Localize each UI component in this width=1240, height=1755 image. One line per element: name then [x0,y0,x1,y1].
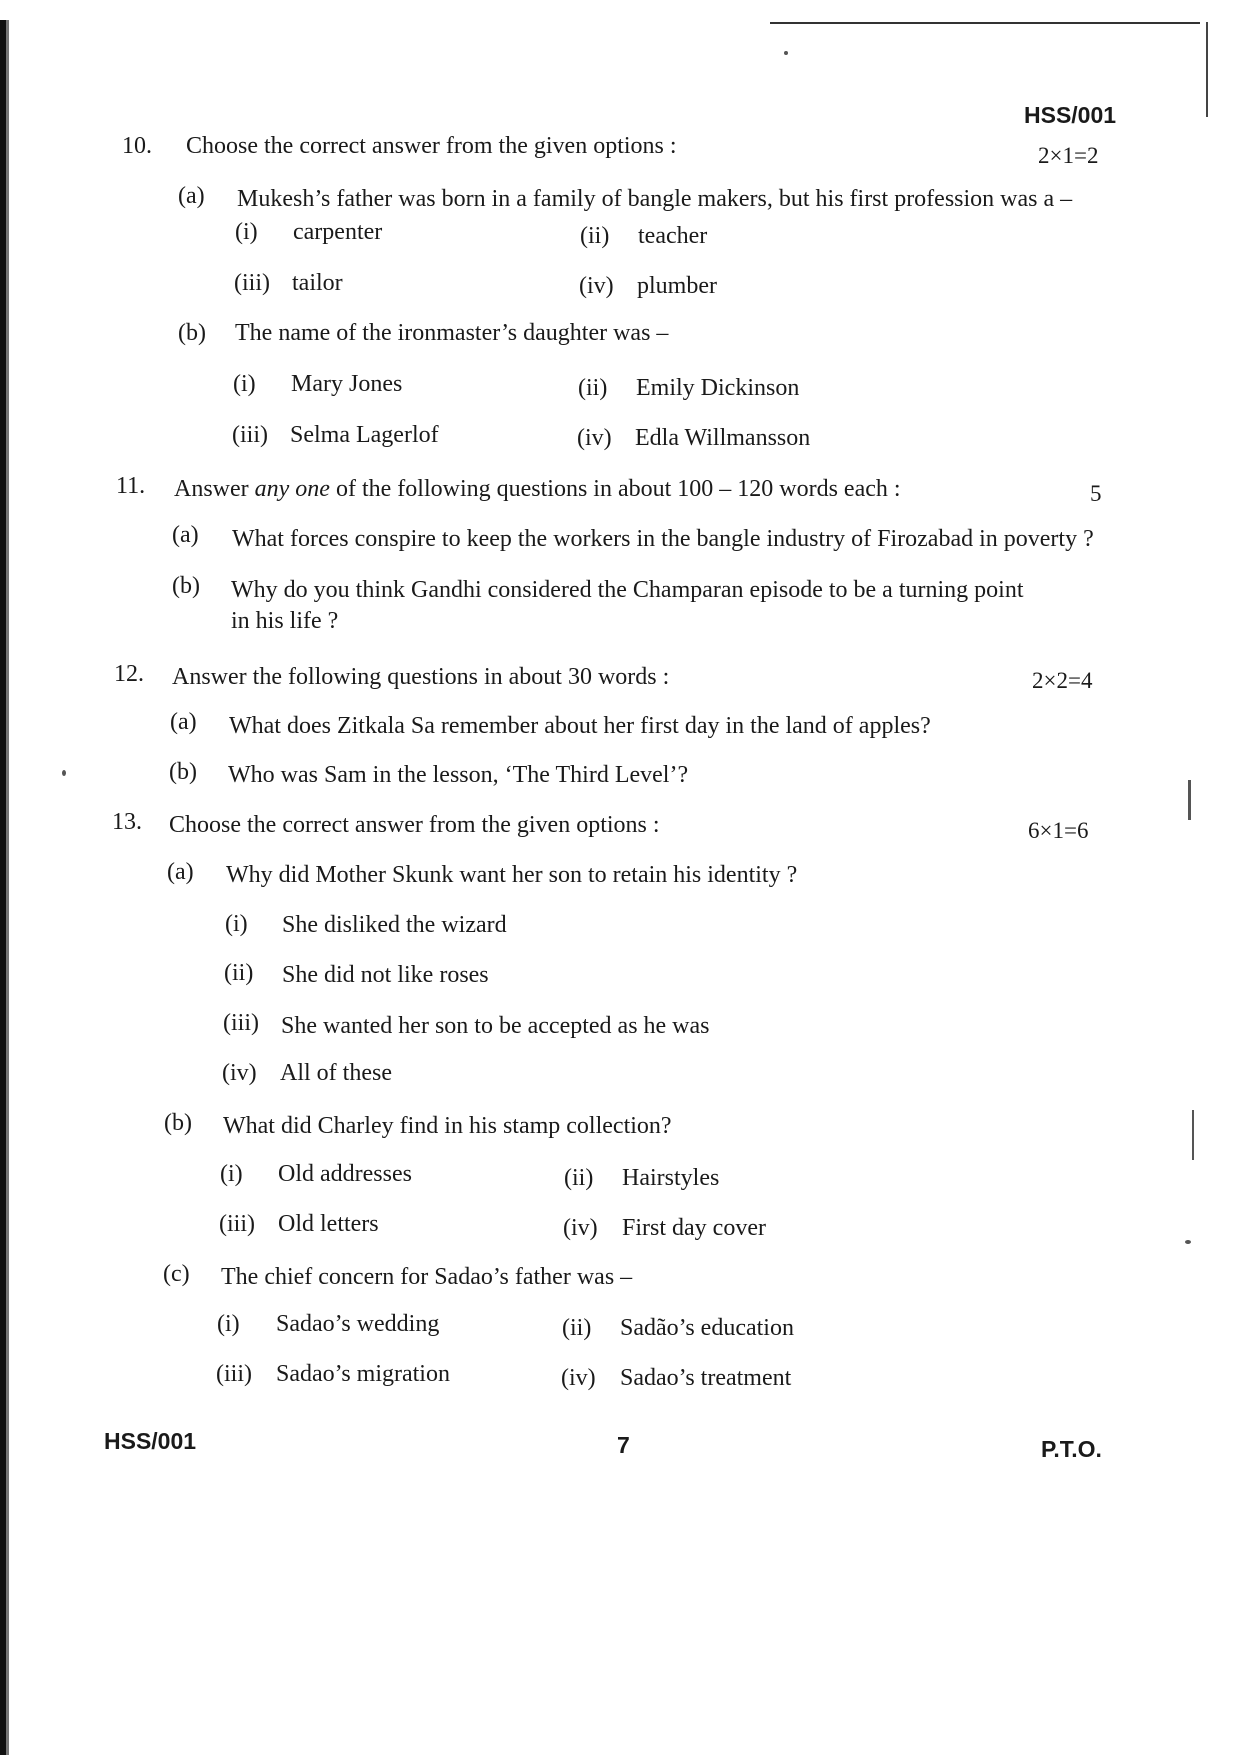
q10-number: 10. [122,133,152,159]
q13b-opt-iii-text: Old letters [278,1211,379,1237]
q11-number: 11. [116,473,146,499]
q12-number: 12. [114,661,144,687]
q10a-text: Mukesh’s father was born in a family of bangle makers, but his first profession was a – [237,186,1073,212]
footer-pto: P.T.O. [1041,1436,1102,1462]
q13-prompt: Choose the correct answer from the given options : [169,812,660,838]
q10a-opt-iii-text: tailor [292,270,343,296]
q10-prompt: Choose the correct answer from the given options : [186,133,677,159]
q13a-opt-iii-label: (iii) [223,1010,259,1036]
q10a-opt-iii-label: (iii) [234,270,270,296]
q10b-text: The name of the ironmaster’s daughter was – [235,320,669,346]
q13c-opt-iv-text: Sadao’s treatment [620,1365,792,1391]
scan-speck [1185,1240,1191,1244]
q13b-opt-i-text: Old addresses [278,1161,412,1187]
q10b-opt-iv-text: Edla Willmansson [635,425,811,451]
q10b-opt-ii-text: Emily Dickinson [636,375,800,401]
q13b-opt-ii-label: (ii) [564,1165,594,1191]
header-paper-code: HSS/001 [1024,102,1117,128]
q13a-opt-iv-label: (iv) [222,1060,257,1086]
q13c-opt-ii-text: Sadão’s education [620,1315,794,1341]
q13-marks: 6×1=6 [1028,818,1089,843]
q11-prompt: Answer any one of the following questions in about 100 – 120 words each : [174,476,901,502]
footer-paper-code: HSS/001 [104,1428,197,1454]
q11a-label: (a) [172,522,199,548]
q11b-text-line2: in his life ? [231,608,339,634]
q10a-opt-i-label: (i) [235,219,258,245]
footer-page-number: 7 [617,1432,630,1458]
q10-marks: 2×1=2 [1038,143,1099,168]
q10a-opt-ii-text: teacher [638,223,708,249]
scan-speck [784,51,788,55]
q13c-opt-iv-label: (iv) [561,1365,596,1391]
q13a-opt-i-text: She disliked the wizard [282,912,507,938]
q13b-text: What did Charley find in his stamp collection? [223,1113,672,1139]
q13a-opt-iv-text: All of these [280,1060,392,1086]
q11b-label: (b) [172,573,200,599]
q13c-label: (c) [163,1261,190,1287]
q13b-opt-iii-label: (iii) [219,1211,255,1237]
q13b-opt-iv-label: (iv) [563,1215,598,1241]
q12-marks: 2×2=4 [1032,668,1093,693]
q10b-opt-i-text: Mary Jones [291,371,403,397]
q13c-opt-i-label: (i) [217,1311,240,1337]
q10a-opt-ii-label: (ii) [580,223,610,249]
q13c-opt-ii-label: (ii) [562,1315,592,1341]
q11b-text-line1: Why do you think Gandhi considered the Champaran episode to be a turning point [231,577,1024,603]
q10a-opt-iv-text: plumber [637,273,717,299]
q10a-opt-iv-label: (iv) [579,273,614,299]
q13a-opt-i-label: (i) [225,911,248,937]
scan-edge-shadow [0,20,9,1755]
q12a-text: What does Zitkala Sa remember about her first day in the land of apples? [229,713,931,739]
q10a-label: (a) [178,183,205,209]
q13a-opt-ii-text: She did not like roses [282,962,489,988]
scan-line-top [770,22,1200,24]
q10b-opt-i-label: (i) [233,371,256,397]
q13c-text: The chief concern for Sadao’s father was – [221,1264,633,1290]
q13c-opt-iii-label: (iii) [216,1361,252,1387]
scan-speck [1192,1110,1194,1160]
q13c-opt-iii-text: Sadao’s migration [276,1361,450,1387]
q11-marks: 5 [1090,481,1102,506]
q13b-label: (b) [164,1110,192,1136]
q13b-opt-i-label: (i) [220,1161,243,1187]
q13-number: 13. [112,809,142,835]
q12b-text: Who was Sam in the lesson, ‘The Third Level’? [228,762,689,788]
q13b-opt-iv-text: First day cover [622,1215,766,1241]
q12-prompt: Answer the following questions in about 30 words : [172,664,670,690]
q13b-opt-ii-text: Hairstyles [622,1165,720,1191]
q12a-label: (a) [170,709,197,735]
q13c-opt-i-text: Sadao’s wedding [276,1311,440,1337]
scan-line-right [1206,22,1208,117]
q10b-opt-ii-label: (ii) [578,375,608,401]
q13a-label: (a) [167,859,194,885]
scan-speck [1188,780,1191,820]
q10b-opt-iii-label: (iii) [232,422,268,448]
scan-speck [62,770,66,776]
q10a-opt-i-text: carpenter [293,219,383,245]
q13a-text: Why did Mother Skunk want her son to retain his identity ? [226,862,798,888]
q10b-opt-iv-label: (iv) [577,425,612,451]
q12b-label: (b) [169,759,197,785]
q13a-opt-ii-label: (ii) [224,960,254,986]
q10b-opt-iii-text: Selma Lagerlof [290,422,439,448]
q13a-opt-iii-text: She wanted her son to be accepted as he was [281,1013,710,1039]
q10b-label: (b) [178,320,206,346]
q11a-text: What forces conspire to keep the workers in the bangle industry of Firozabad in poverty ? [232,526,1094,552]
